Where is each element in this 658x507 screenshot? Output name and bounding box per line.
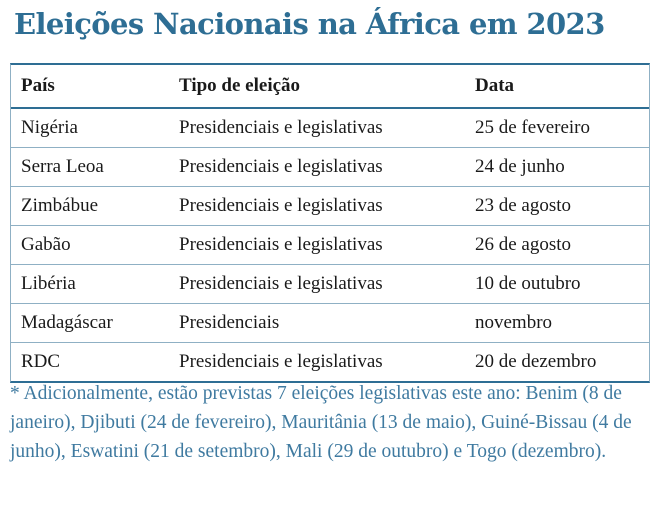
table-row bbox=[11, 187, 649, 226]
cell-date: 20 de dezembro bbox=[465, 343, 649, 382]
cell-country: Serra Leoa bbox=[11, 148, 169, 187]
table-row bbox=[11, 343, 649, 382]
cell-election-type: Presidenciais e legislativas bbox=[169, 187, 465, 226]
cell-date: 10 de outubro bbox=[465, 265, 649, 304]
cell-country: Nigéria bbox=[21, 117, 78, 138]
cell-election-type: Presidenciais e legislativas bbox=[169, 265, 465, 304]
page-title: Eleições Nacionais na África em 2023 bbox=[14, 7, 605, 41]
cell-country: Libéria bbox=[11, 265, 169, 304]
cell-date: novembro bbox=[465, 304, 649, 343]
cell-election-type: Presidenciais e legislativas bbox=[169, 148, 465, 187]
elections-table bbox=[10, 63, 650, 383]
table-row bbox=[11, 304, 649, 343]
cell-country: Madagáscar bbox=[11, 304, 169, 343]
table-row bbox=[11, 265, 649, 304]
cell-date: 25 de fevereiro bbox=[475, 117, 590, 138]
table-row bbox=[11, 226, 649, 265]
table-row bbox=[11, 108, 649, 148]
column-header-election-type: Tipo de eleição bbox=[169, 65, 465, 108]
cell-country: Gabão bbox=[11, 226, 169, 265]
cell-election-type: Presidenciais e legislativas bbox=[169, 226, 465, 265]
cell-country: Zimbábue bbox=[11, 187, 169, 226]
column-header-date: Data bbox=[465, 65, 649, 108]
footnote: * Adicionalmente, estão previstas 7 eleições legislativas este ano: Benim (8 de janeiro), Djibuti (24 de fevereiro), Mauritânia (13 de maio), Guiné-Bissau (4 de junho), Eswatini (21 de setembro), Mali (29 de outubro) e Togo (dezembro). bbox=[10, 383, 632, 462]
cell-date: 24 de junho bbox=[465, 148, 649, 187]
cell-election-type: Presidenciais e legislativas bbox=[169, 343, 465, 382]
column-header-country: País bbox=[11, 65, 169, 108]
cell-election-type: Presidenciais e legislativas bbox=[179, 117, 383, 138]
cell-country: RDC bbox=[11, 343, 169, 382]
cell-election-type: Presidenciais bbox=[169, 304, 465, 343]
table-row bbox=[11, 148, 649, 187]
table-header-row bbox=[11, 65, 649, 108]
cell-date: 23 de agosto bbox=[465, 187, 649, 226]
cell-date: 26 de agosto bbox=[465, 226, 649, 265]
